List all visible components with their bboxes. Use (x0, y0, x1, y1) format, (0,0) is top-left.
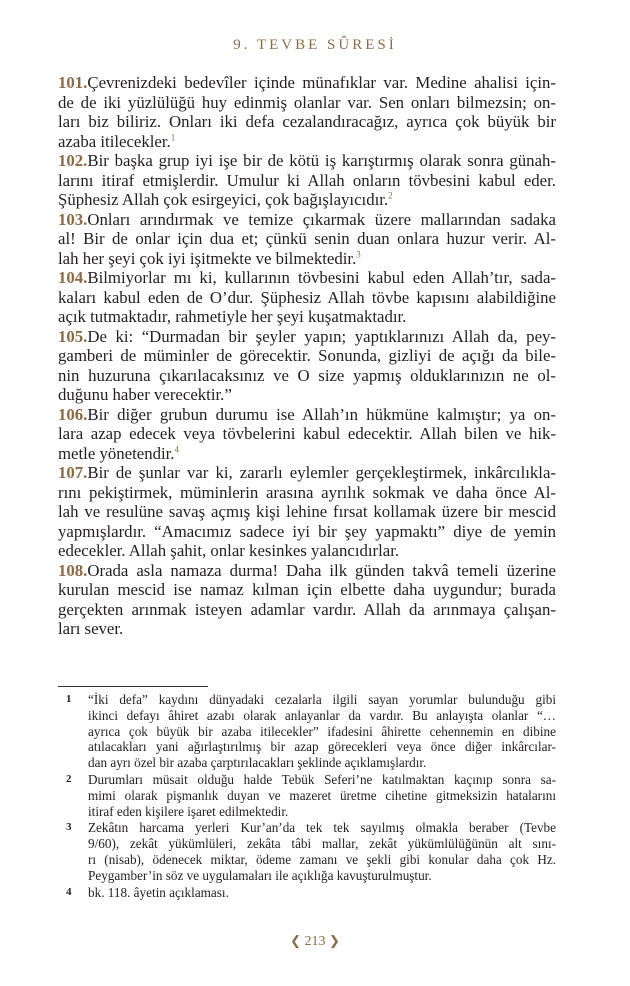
verse-text: de de iki yüzlülüğü huy edinmiş olanlar var. Sen onları bilmezsin; on- (58, 92, 556, 112)
verse-line (58, 249, 556, 269)
footnote-reference[interactable]: 2 (388, 190, 393, 201)
verse-line (58, 541, 556, 561)
verse-line (58, 580, 556, 600)
verse-text: lah ve resulüne savaş açmış kişi lehine fırsat kollamak üzere bir mescid (58, 502, 556, 521)
footnote-line: Durumları müsait olduğu halde Tebük Seferi’ne katılmaktan kaçınıp sonra sa- (88, 771, 556, 787)
verse-text: De ki: “Durmadan bir şeyler yapın; yaptıklarınızı Allah da, pey- (87, 326, 556, 346)
footnote-line: 9/60), zekât yükümlüleri, zekâta tâbi mallar, zekât yükümlülüğünün alt sını- (88, 836, 556, 852)
footnote-number: 2 (66, 772, 72, 785)
footnote-line: Peygamber’in söz ve uygulamaları ile açıklığa kavuşturulmuştur. (88, 867, 432, 883)
verse-line (58, 210, 556, 230)
footnote (58, 820, 556, 883)
verse-number: 105. (58, 326, 88, 346)
verse-line (58, 346, 556, 366)
verse-block (58, 210, 556, 269)
verse-line (58, 307, 556, 327)
verse-line (58, 73, 556, 93)
verse-text: rını pekiştirmek, müminlerin arasına ayrılık sokmak ve daha önce Al- (58, 482, 556, 502)
verse-line (58, 229, 556, 249)
verse-number: 103. (58, 209, 88, 229)
verse-line (58, 288, 556, 308)
verse-line (58, 190, 556, 210)
verse-block (58, 561, 556, 639)
verse-text: Bir de şunlar var ki, zararlı eylemler gerçekleştirmek, inkârcılıkla- (87, 463, 556, 482)
footnote-number: 3 (66, 821, 72, 834)
verse-block (58, 405, 556, 464)
running-header: 9. TEVBE SÛRESİ (233, 37, 397, 53)
verse-number: 104. (58, 268, 88, 287)
verse-number: 108. (58, 560, 88, 580)
verse-text: yapmışlardır. “Amacımız sadece iyi bir şey yapmaktı” diye de yemin (58, 521, 556, 541)
verse-text: gamberi de müminler de görecektir. Sonunda, gizliyi de açığı da bile- (58, 346, 556, 365)
verse-block (58, 151, 556, 210)
verse-list (58, 73, 556, 639)
verse-block (58, 268, 556, 327)
footnote-line: “İki defa” kaydını dünyadaki cezalarla ilgili sayan yorumlar bulunduğu gibi (88, 692, 556, 707)
verse-block (58, 73, 556, 151)
verse-number: 106. (58, 404, 88, 424)
verse-line (58, 561, 556, 581)
footnote-number: 1 (66, 693, 72, 705)
footnote-line: ikinci defayı âhiret azabı olarak anlayanlar da vardır. Bu anlayışta olanlar “… (88, 707, 556, 723)
verse-text: Onları arındırmak ve temize çıkarmak üzere mallarından sadaka (87, 209, 556, 229)
verse-text: kurulan mescid ise namaz kılman için elbette daha uygundur; burada (58, 580, 556, 599)
ornament-right-icon: ❯ (329, 933, 340, 948)
page-number-area (0, 933, 630, 950)
footnote-line: rı (nisab), ödenecek miktar, ödeme zamanı ve şekli gibi konular daha çok Hz. (88, 851, 556, 867)
verse-text: edecekler. Allah şahit, onlar kesinkes yalancıdırlar. (58, 541, 400, 560)
verse-text: al! Bir de onlar için dua et; çünkü senin duan onlara huzur verir. Al- (58, 229, 556, 248)
verse-line (58, 385, 556, 405)
verse-line (58, 93, 556, 113)
verse-text: Çevrenizdeki bedevîler içinde münafıklar var. Medine ahalisi için- (87, 73, 556, 92)
verse-text: kaları kabul eden de O’dur. Şüphesiz Allah tövbe kapısını alabildiğine (58, 287, 556, 307)
verse-line (58, 112, 556, 132)
verse-line (58, 483, 556, 503)
footnote-line: itiraf eden kişilere işaret edilmektedir. (88, 803, 289, 819)
footnote-reference[interactable]: 3 (356, 248, 361, 259)
verse-text: Bir başka grup iyi işe bir de kötü iş karıştırmış olarak sonra günah- (87, 151, 556, 170)
verse-line (58, 268, 556, 288)
footnote-line: ayrıca çok büyük bir azaba itilecekler” ifadesini âhirette cehennemin en dibine (88, 723, 556, 739)
verse-line (58, 171, 556, 191)
verse-text: ları biz biliriz. Onları iki defa cezalandıracağız, ayrıca çok büyük bir (58, 112, 556, 131)
footnote-line: dan ayrı özel bir azaba çarptırılacakları şeklinde açıklamışlardır. (88, 755, 427, 771)
verse-line (58, 502, 556, 522)
verse-line (58, 151, 556, 171)
footnote-list (58, 692, 556, 901)
footnote (58, 692, 556, 771)
verse-number: 102. (58, 151, 88, 170)
verse-line (58, 444, 556, 464)
verse-line (58, 366, 556, 386)
footnote-number: 4 (66, 885, 72, 898)
footnote (58, 772, 556, 819)
verse-text: lah her şeyi çok iyi işitmekte ve bilmektedir. (58, 248, 357, 268)
footnote-line: Zekâtın harcama yerleri Kur’an’da tek tek sayılmış olmakla beraber (Tevbe (88, 820, 556, 836)
ornament-left-icon: ❮ (290, 933, 301, 948)
verse-text: Orada asla namaza durma! Daha ilk günden takvâ temeli üzerine (87, 560, 556, 580)
footnote-divider (58, 686, 208, 687)
footnote-reference[interactable]: 1 (170, 131, 176, 142)
verse-text: Bilmiyorlar mı ki, kullarının tövbesini kabul eden Allah’tır, sada- (87, 268, 556, 287)
verse-text: Şüphesiz Allah çok esirgeyici, çok bağışlayıcıdır. (58, 190, 389, 209)
verse-text: gerçekten arınmak isteyen adamlar vardır. Allah da arınmaya çalışan- (58, 599, 556, 619)
footnote-line: atılacakları yani ağırlaştırılmış bir azap görecekleri veya önce diğer inkârcılar- (88, 739, 556, 755)
verse-line (58, 600, 556, 620)
verse-text: açık tutmaktadır, rahmetiyle her şeyi kuşatmaktadır. (58, 307, 407, 326)
verse-block (58, 463, 556, 561)
verse-line (58, 405, 556, 425)
verse-number: 107. (58, 463, 88, 482)
verse-text: larını itiraf etmişlerdir. Umulur ki Allah onların tövbesini kabul eder. (58, 170, 556, 190)
verse-line (58, 132, 556, 152)
footnote (58, 885, 556, 901)
verse-block (58, 327, 556, 405)
page-number: 213 (304, 934, 326, 949)
verse-text: metle yönetendir. (58, 443, 175, 463)
verse-text: duğunu haber verecektir.” (58, 385, 232, 404)
verse-line (58, 463, 556, 483)
verse-text: nin huzuruna çıkarılacaksınız ve O size yapmış olduklarınızın ne ol- (58, 365, 556, 385)
footnote-line: mimi olarak pişmanlık duyan ve mazeret üretme cihetine gitmeksizin hatalarını (88, 787, 556, 803)
verse-text: Bir diğer grubun durumu ise Allah’ın hükmüne kalmıştır; ya on- (87, 404, 556, 424)
footnote-reference[interactable]: 4 (174, 443, 180, 454)
verse-line (58, 424, 556, 444)
verse-text: ları sever. (58, 619, 124, 638)
verse-number: 101. (58, 73, 88, 92)
verse-text: azaba itilecekler. (58, 131, 171, 151)
verse-text: lara azap edecek veya tövbelerini kabul edecektir. Allah bilen ve hik- (58, 424, 556, 443)
verse-line (58, 327, 556, 347)
verse-line (58, 522, 556, 542)
footnote-line: bk. 118. âyetin açıklaması. (88, 884, 229, 900)
verse-line (58, 619, 556, 639)
